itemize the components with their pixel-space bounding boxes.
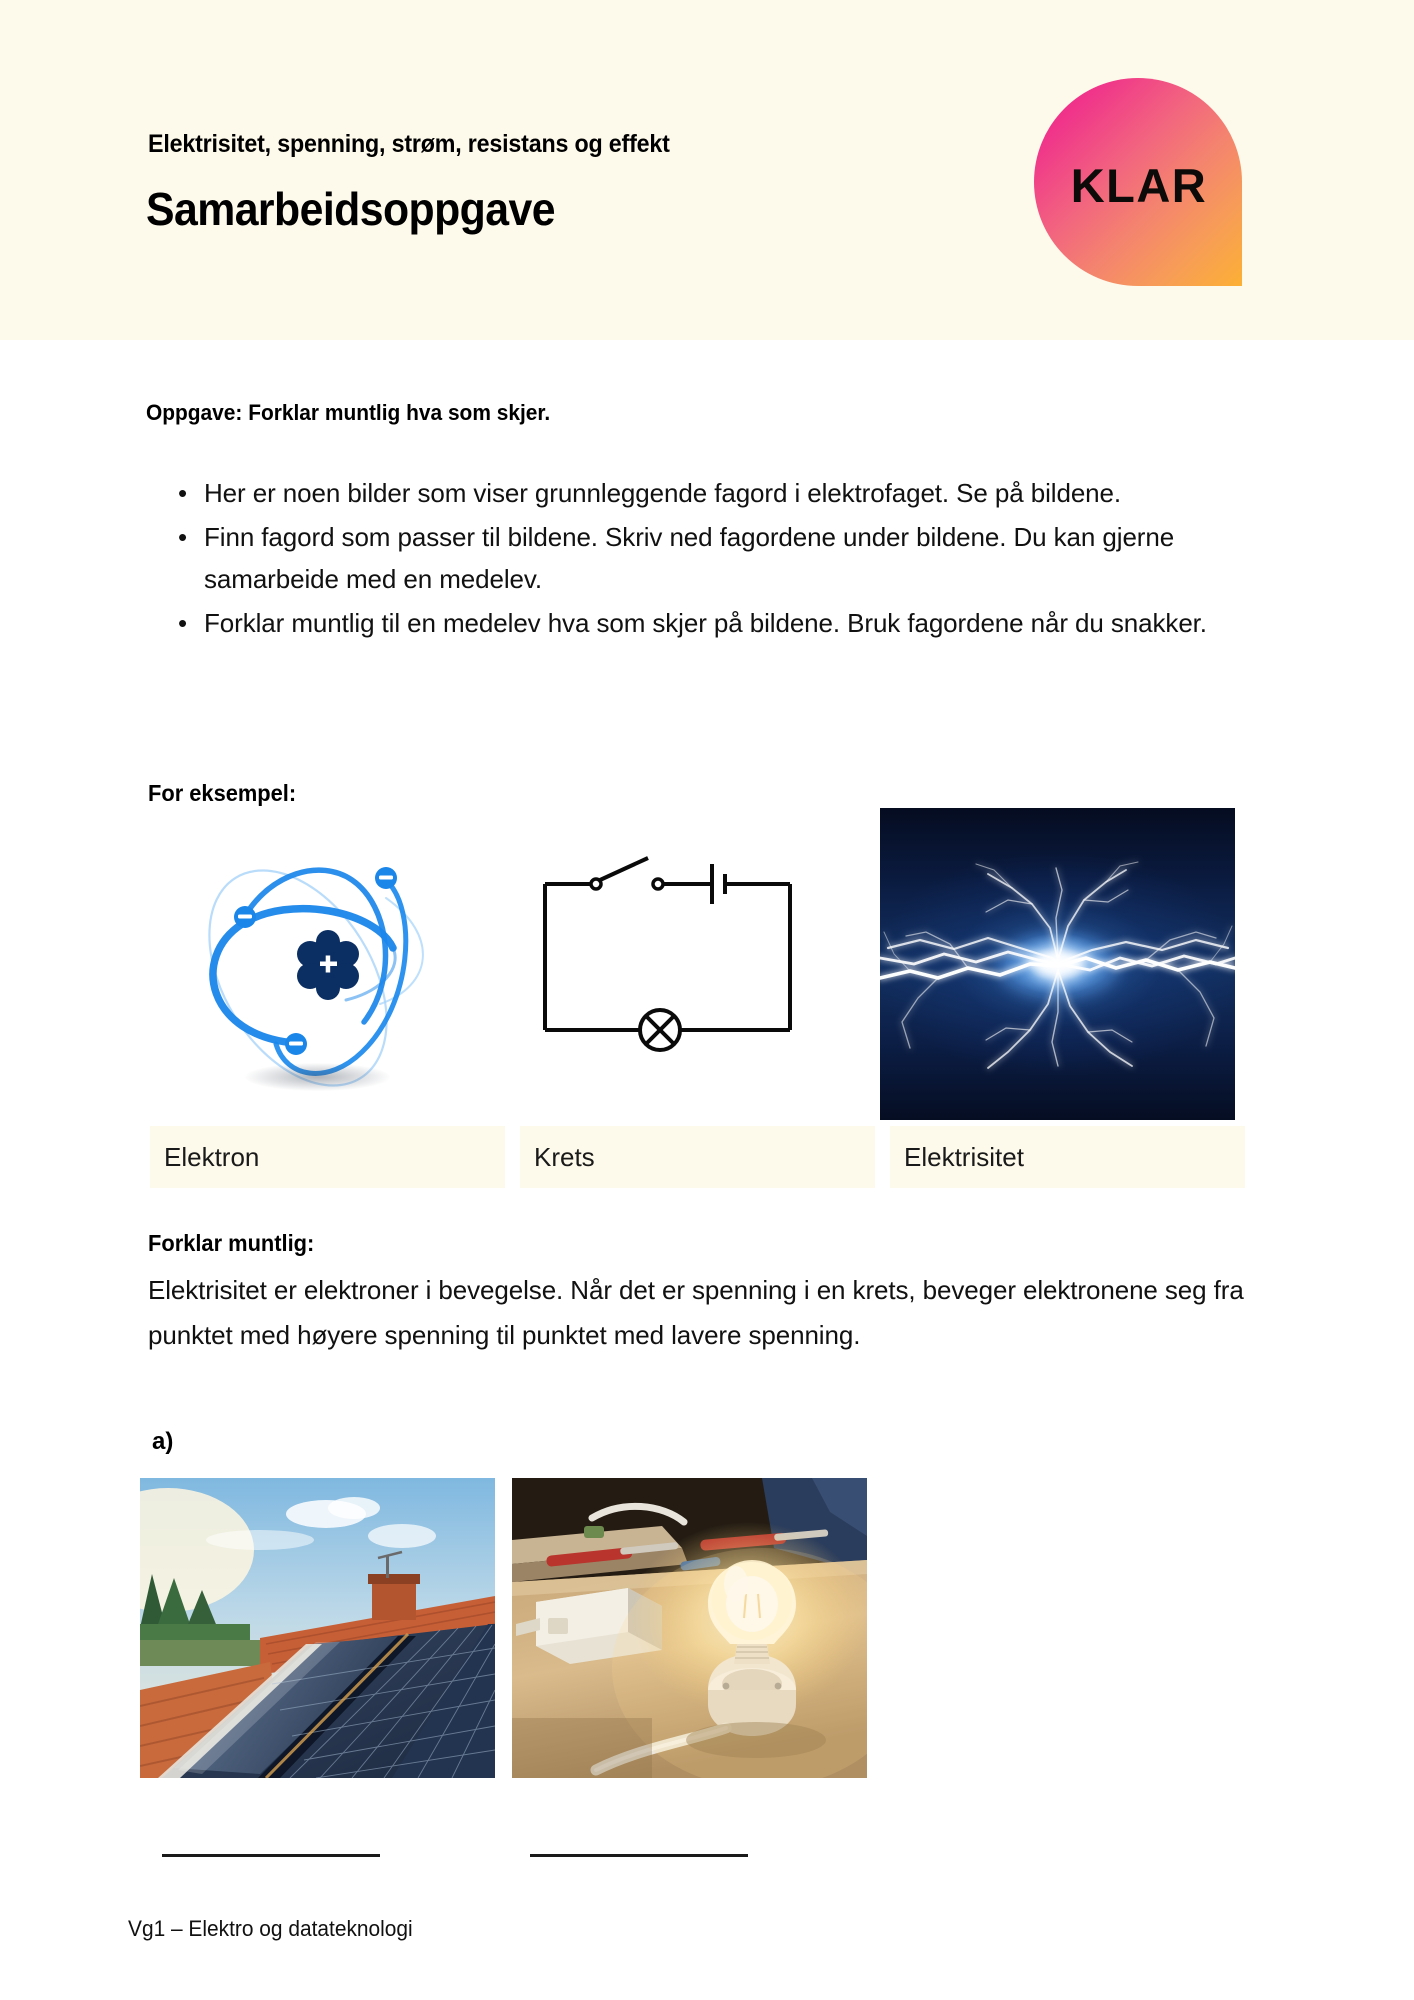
page-title: Samarbeidsoppgave xyxy=(146,183,555,235)
example-label-box xyxy=(890,1126,1245,1188)
example-label-text: Krets xyxy=(534,1141,595,1172)
header-kicker: Elektrisitet, spenning, strøm, resistans og effekt xyxy=(148,130,670,158)
solar-panels-photo xyxy=(140,1478,495,1778)
nucleus-icon xyxy=(297,930,359,1000)
electron-icon xyxy=(285,1033,307,1055)
electron-icon xyxy=(375,867,397,889)
footer-text: Vg1 – Elektro og datateknologi xyxy=(128,1916,413,1941)
example-label-text: Elektrisitet xyxy=(904,1141,1024,1172)
example-label-box xyxy=(520,1126,875,1188)
explain-body: Elektrisitet er elektroner i bevegelse. Når det er spenning i en krets, beveger elektronene seg fra punktet med høyere spenning til punktet med lavere spenning. xyxy=(148,1275,1244,1350)
answer-line[interactable] xyxy=(530,1854,748,1857)
lightning-photo xyxy=(880,808,1235,1120)
circuit-diagram xyxy=(520,808,875,1120)
list-item: • Finn fagord som passer til bildene. Skriv ned fagordene under bildene. Du kan gjerne samarbeide med en medelev. xyxy=(204,516,1254,600)
klar-logo-text: KLAR xyxy=(1070,158,1208,212)
list-item: • Forklar muntlig til en medelev hva som skjer på bildene. Bruk fagordene når du snakker. xyxy=(204,602,1254,644)
list-item: • Her er noen bilder som viser grunnleggende fagord i elektrofaget. Se på bildene. xyxy=(204,472,1254,514)
klar-logo xyxy=(1034,78,1242,286)
explain-heading: Forklar muntlig: xyxy=(148,1230,315,1256)
light-bulb-photo xyxy=(512,1478,867,1778)
light-bulb-svg xyxy=(512,1478,867,1778)
question-letter-a: a) xyxy=(152,1428,174,1455)
task-bullet-list xyxy=(170,472,1254,646)
example-label-box xyxy=(150,1126,505,1188)
circuit-svg xyxy=(520,808,875,1120)
example-heading: For eksempel: xyxy=(148,780,297,806)
electron-icon xyxy=(234,906,256,928)
solar-panels-svg xyxy=(140,1478,495,1778)
lightning-svg xyxy=(880,808,1235,1120)
task-prompt: Oppgave: Forklar muntlig hva som skjer. xyxy=(146,400,551,425)
example-label-text: Elektron xyxy=(164,1141,260,1172)
atom-illustration xyxy=(150,808,505,1120)
atom-drop-shadow xyxy=(245,1063,390,1091)
answer-line[interactable] xyxy=(162,1854,380,1857)
